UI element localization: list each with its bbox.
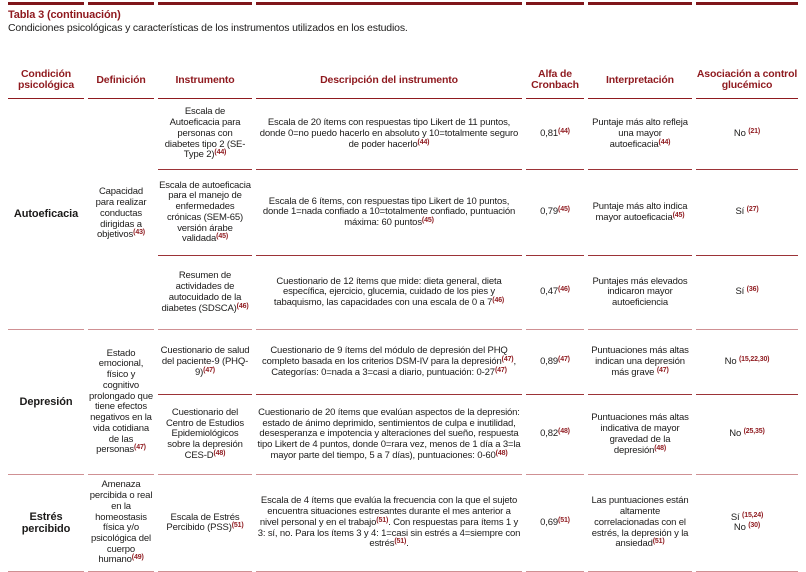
description-cell: Cuestionario de 20 ítems que evalúan aspectos de la depresión: estado de ánimo deprimido, sentimientos de culpa e inutilidad, desesperanza e impotencia y alteraciones del sueño, respuesta tipo Likert de 4 puntos, donde 0=rara vez, menos de 1 día a 3=la mayor parte del tiempo, 5 a 7 días), puntuaciones: 0-60$^{(48)}$ [256, 394, 522, 474]
instrument-cell: Escala de autoeficacia para el manejo de enfermedades crónicas (SEM-65) versión árabe validada$^{(45)}$ [158, 169, 252, 255]
alpha-cell: 0,89$^{(47)}$ [540, 355, 570, 367]
instrument-cell: Resumen de actividades de autocuidado de la diabetes (SDSCA)$^{(46)}$ [158, 255, 252, 329]
interpretation-cell: Puntuaciones más altas indicativa de mayor gravedad de la depresión$^{(48)}$ [588, 394, 692, 474]
description-cell: Escala de 20 ítems con respuestas tipo Likert de 11 puntos, donde 0=no puedo hacerlo en absoluto y 10=totalmente seguro de poder hacerlo$^{(44)}$ [259, 117, 519, 150]
alpha-cell: 0,69$^{(51)}$ [540, 516, 570, 528]
header-descripcion: Descripción del instrumento [320, 73, 458, 86]
header-alfa-cronbach: Alfa de Cronbach [531, 67, 579, 92]
section-autoeficacia [8, 99, 798, 329]
instrument-cell: Cuestionario del Centro de Estudios Epidemiológicos sobre la depresión CES-D$^{(48)}$ [158, 394, 252, 474]
alpha-cell: 0,47$^{(46)}$ [526, 255, 584, 329]
definition-cell: Amenaza percibida o real en la homeostasis física y/o psicológica del cuerpo humano$^{(49)}$ [89, 479, 153, 566]
header-instrumento: Instrumento [175, 73, 235, 86]
description-cell: Cuestionario de 12 ítems que mide: dieta general, dieta específica, ejercicio, glucemia, cuidado de los pies y tabaquismo, las capacidades con una escala de 0 a 7$^{(46)}$ [256, 255, 522, 329]
interpretation-cell: Puntuaciones más altas indican una depresión más grave $^{(47)}$ [591, 345, 689, 378]
description-cell: Cuestionario de 9 ítems del módulo de depresión del PHQ completo basada en los criterios DSM-IV para la depresión$^{(47)}$, Categorías: 0=nada a 3=casi a diario, puntuación: 0-27$^{(47)}$ [262, 345, 516, 378]
header-asociacion: Asociación a control glucémico [696, 67, 798, 92]
table-title: Tabla 3 (continuación) [8, 9, 121, 21]
interpretation-cell: Puntajes más elevados indicaron mayor autoeficiencia [588, 255, 692, 329]
table-header-row [8, 62, 798, 98]
header-interpretacion: Interpretación [606, 73, 674, 86]
header-definicion: Definición [96, 73, 146, 86]
interpretation-cell: Puntaje más alto indica mayor autoeficacia$^{(45)}$ [588, 169, 692, 255]
section-depresion [8, 330, 798, 474]
definition-cell: Estado emocional, físico y cognitivo prolongado que tiene efectos negativos en la vida cotidiana de las personas$^{(47)}$ [89, 347, 153, 456]
condition-cell: Depresión [19, 396, 73, 409]
association-cell: Sí $^{(36)}$ [696, 255, 798, 329]
header-condicion-psicologica: Condición psicológica [17, 67, 75, 92]
definition-cell: Capacidad para realizar conductas dirigidas a objetivos$^{(43)}$ [95, 186, 147, 241]
condition-cell: Estrés percibido [21, 510, 71, 536]
interpretation-cell: Las puntuaciones están altamente correlacionadas con el estrés, la depresión y la ansiedad$^{(51)}$ [591, 495, 689, 550]
association-cell: No $^{(21)}$ [733, 127, 761, 139]
association-cell: No $^{(15,22,30)}$ [724, 355, 770, 367]
association-cell: No $^{(25,35)}$ [696, 394, 798, 474]
top-divider [8, 2, 798, 5]
interpretation-cell: Puntaje más alto refleja una mayor autoeficacia$^{(44)}$ [592, 117, 688, 150]
section-estres-percibido [8, 475, 798, 571]
condition-cell: Autoeficacia [13, 208, 79, 221]
description-cell: Escala de 4 ítems que evalúa la frecuencia con la que el sujeto encuentra situaciones estresantes durante el mes anterior a nivel personal y en el trabajo$^{(51)}$. Con respuestas para ítems 1 y 3: sí, no. Para los ítems 3 y 4: 1=casi sin estrés a 4=siempre con estrés$^{(51)}$. [257, 495, 521, 550]
alpha-cell: 0,82$^{(48)}$ [526, 394, 584, 474]
instrument-cell: Cuestionario de salud del paciente-9 (PHQ-9)$^{(47)}$ [160, 345, 250, 378]
instrument-cell: Escala de Autoeficacia para personas con diabetes tipo 2 (SE-Type 2)$^{(44)}$ [164, 106, 246, 161]
alpha-cell: 0,79$^{(45)}$ [526, 169, 584, 255]
instrument-cell: Escala de Estrés Percibido (PSS)$^{(51)}$ [166, 511, 244, 534]
description-cell: Escala de 6 ítems, con respuestas tipo Likert de 10 puntos, donde 1=nada confiado a 10=totalmente confiado, puntuación máxima: 60 puntos$^{(45)}$ [256, 169, 522, 255]
association-cell: Sí $^{(15,24)}$ No $^{(30)}$ [730, 511, 764, 534]
alpha-cell: 0,81$^{(44)}$ [540, 127, 570, 139]
association-cell: Sí $^{(27)}$ [696, 169, 798, 255]
table-caption: Condiciones psicológicas y características de los instrumentos utilizados en los estudios. [8, 22, 408, 35]
